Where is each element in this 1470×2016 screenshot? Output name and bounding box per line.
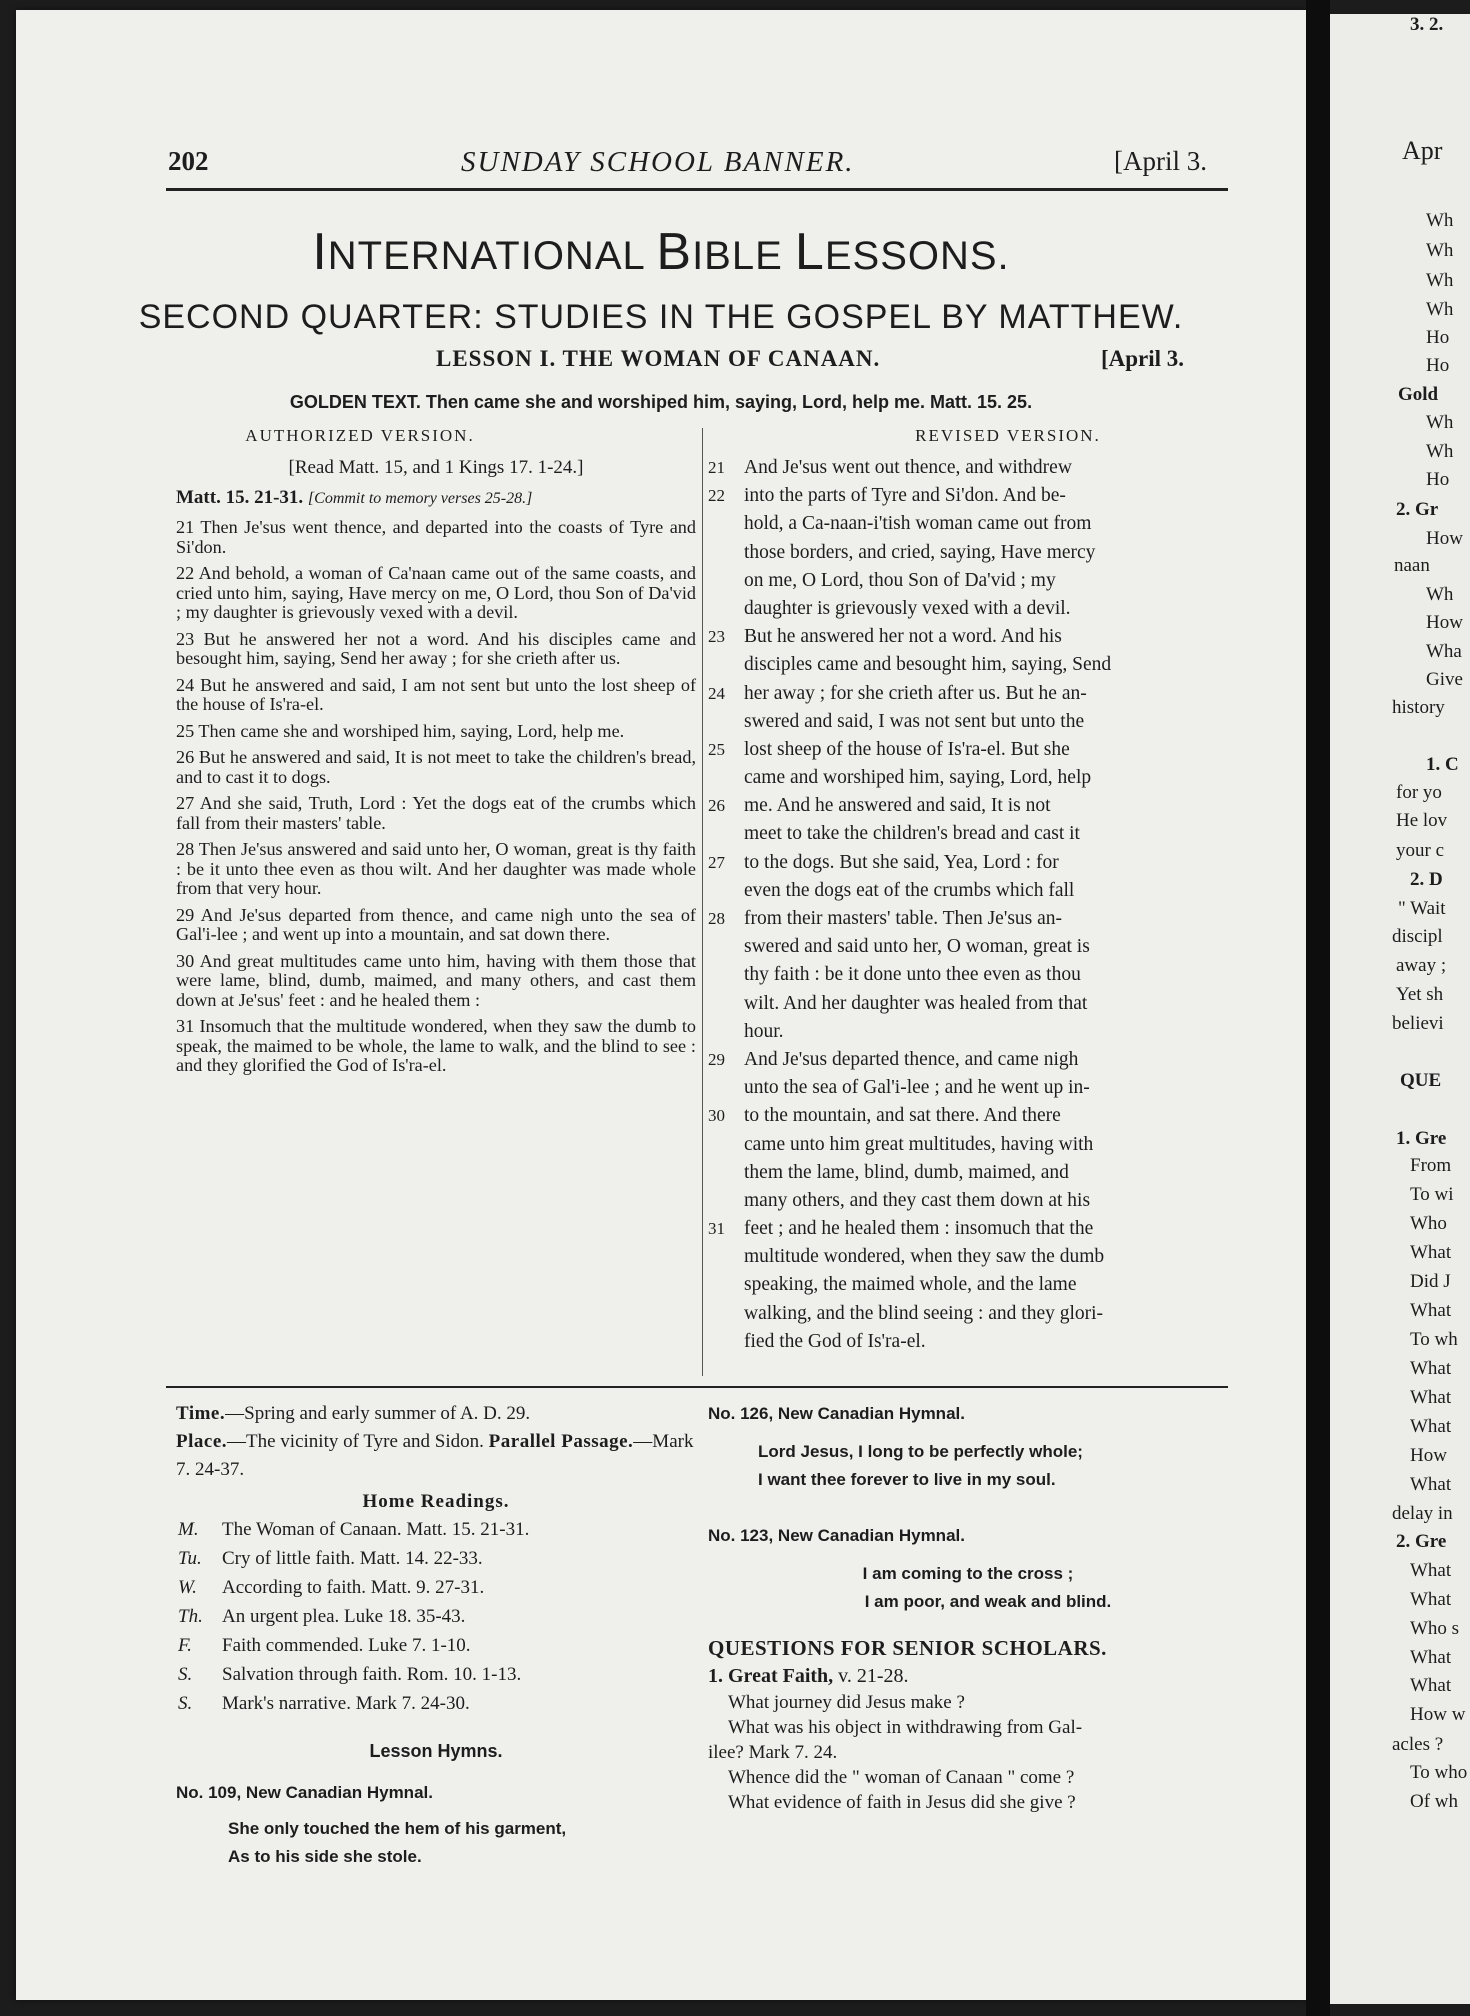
reading-text: Cry of little faith. Matt. 14. 22-33.	[222, 1548, 483, 1569]
reading-item	[176, 1661, 696, 1690]
verse: 31 Insomuch that the multitude wondered, when they saw the dumb to speak, the maimed to be whole, the lame to walk, and the blind to see : and they glorified the God of Is'ra-el.	[176, 1016, 696, 1075]
revised-line-text: disciples came and besought him, saying, Send	[744, 654, 1112, 676]
facing-page-line: How	[1426, 612, 1463, 633]
column-divider	[702, 428, 703, 1376]
revised-line-text: them the lame, blind, dumb, maimed, and	[744, 1161, 1069, 1183]
reading-item	[176, 1516, 696, 1545]
hymn-line: I am coming to the cross ;	[862, 1564, 1074, 1583]
verse-number: 29	[708, 1049, 725, 1069]
reading-text: Salvation through faith. Rom. 10. 1-13.	[222, 1664, 522, 1685]
revised-line	[708, 651, 1228, 679]
revised-line	[708, 567, 1228, 595]
facing-page-line: 1. C	[1426, 754, 1459, 775]
revised-line-text: hold, a Ca-naan-i'tish woman came out from	[744, 513, 1092, 535]
revised-line	[708, 990, 1228, 1018]
golden-text: GOLDEN TEXT. Then came she and worshiped him, saying, Lord, help me. Matt. 15. 25.	[289, 392, 1033, 412]
header-rule	[166, 188, 1228, 191]
revised-line-text: And Je'sus departed thence, and came nigh	[744, 1048, 1079, 1070]
revised-line-text: walking, and the blind seeing : and they glori-	[744, 1302, 1104, 1324]
revised-line	[708, 454, 1228, 482]
facing-page-line: Ho	[1426, 469, 1450, 490]
lesson-date: [April 3.	[1101, 346, 1185, 371]
facing-page-line: Ho	[1426, 327, 1450, 348]
facing-page-line: away ;	[1396, 955, 1447, 976]
revised-line-text: into the parts of Tyre and Si'don. And be-	[744, 485, 1066, 507]
running-title: SUNDAY SCHOOL BANNER.	[461, 146, 855, 178]
reading-day: Th.	[178, 1606, 203, 1627]
subtitle: SECOND QUARTER: STUDIES IN THE GOSPEL BY MATTHEW.	[138, 298, 1184, 336]
facing-page-line: To wi	[1410, 1184, 1454, 1205]
revised-line	[708, 764, 1228, 792]
facing-page-line: To who	[1410, 1762, 1468, 1783]
running-date: [April 3.	[1114, 146, 1207, 176]
reading-text: An urgent plea. Luke 18. 35-43.	[222, 1606, 466, 1627]
reading-text: Mark's narrative. Mark 7. 24-30.	[222, 1693, 470, 1714]
facing-page-fragment	[1330, 14, 1470, 2004]
revised-line-text: And Je'sus went out thence, and withdrew	[744, 457, 1072, 478]
verse: 22 And behold, a woman of Ca'naan came out of the same coasts, and cried unto him, saying, Have mercy on me, O Lord, thou Son of Da'vid ; my daughter is grievously vexed with a devil.	[176, 563, 696, 622]
facing-page-line: What	[1410, 1647, 1452, 1668]
revised-line	[708, 905, 1228, 933]
question: What was his object in withdrawing from Gal-	[728, 1717, 1083, 1738]
hymn-number: No. 123, New Canadian Hymnal.	[708, 1526, 965, 1545]
facing-page-line: What	[1410, 1358, 1452, 1379]
revised-line-text: came and worshiped him, saying, Lord, help	[744, 767, 1092, 789]
revised-line	[708, 623, 1228, 651]
facing-page-line: What	[1410, 1560, 1452, 1581]
facing-page-line: 1. Gre	[1396, 1128, 1447, 1149]
verse: 24 But he answered and said, I am not sent but unto the lost sheep of the house of Is'ra-el.	[176, 674, 696, 714]
revised-line-text: to the mountain, and sat there. And there	[744, 1105, 1061, 1127]
facing-page-header: Apr	[1402, 136, 1443, 165]
facing-page-line: Of wh	[1410, 1791, 1459, 1812]
revised-line-text: But he answered her not a word. And his	[744, 626, 1062, 648]
reading-day: W.	[178, 1577, 197, 1598]
revised-line	[708, 933, 1228, 961]
revised-line-text: me. And he answered and said, It is not	[744, 795, 1051, 817]
question: Whence did the " woman of Canaan " come ?	[728, 1767, 1075, 1788]
hymn-line: I want thee forever to live in my soul.	[758, 1470, 1056, 1489]
page-gutter	[1306, 0, 1330, 2016]
revised-line-text: speaking, the maimed whole, and the lame	[744, 1274, 1077, 1296]
facing-page-line: What	[1410, 1416, 1452, 1437]
revised-line-text: came unto him great multitudes, having with	[744, 1133, 1094, 1155]
verse: 23 But he answered her not a word. And his disciples came and besought him, saying, Send her away ; for she crieth after us.	[176, 628, 696, 668]
revised-line	[708, 1328, 1228, 1356]
revised-line	[708, 792, 1228, 820]
revised-line-text: many others, and they cast them down at his	[744, 1189, 1091, 1211]
question: What journey did Jesus make ?	[728, 1692, 965, 1713]
revised-line	[708, 680, 1228, 708]
facing-page-line: To wh	[1410, 1329, 1458, 1350]
page	[16, 10, 1306, 2000]
authorized-version-heading: AUTHORIZED VERSION.	[245, 426, 475, 445]
facing-page-line: Wh	[1426, 240, 1454, 261]
revised-line-text: unto the sea of Gal'i-lee ; and he went up in-	[744, 1077, 1090, 1099]
revised-line	[708, 539, 1228, 567]
question: What evidence of faith in Jesus did she give ?	[728, 1792, 1076, 1813]
revised-line	[708, 708, 1228, 736]
revised-line	[708, 1271, 1228, 1299]
verse-number: 25	[708, 739, 725, 759]
facing-page-line: Ho	[1426, 355, 1450, 376]
reading-item	[176, 1690, 696, 1719]
home-readings-list	[176, 1516, 696, 1719]
verse: 26 But he answered and said, It is not meet to take the children's bread, and to cast it to dogs.	[176, 747, 696, 787]
reading-day: M.	[178, 1519, 199, 1540]
revised-line	[708, 1074, 1228, 1102]
revised-line-text: multitude wondered, when they saw the dumb	[744, 1246, 1105, 1268]
verse: 28 Then Je'sus answered and said unto her, O woman, great is thy faith : be it unto thee even as thou wilt. And her daughter was made whole from that very hour.	[176, 839, 696, 898]
facing-page-line: How w	[1410, 1704, 1466, 1725]
facing-page-line: delay in	[1392, 1503, 1453, 1524]
facing-page-line: From	[1410, 1155, 1452, 1176]
facing-page-line: He lov	[1396, 810, 1448, 831]
facing-page-line: acles ?	[1392, 1734, 1444, 1755]
reading-text: Faith commended. Luke 7. 1-10.	[222, 1635, 471, 1656]
reading-item	[176, 1632, 696, 1661]
revised-version	[708, 454, 1228, 1356]
verse: 30 And great multitudes came unto him, having with them those that were lame, blind, dumb, maimed, and many others, and cast them down at Je'sus' feet : and he healed them :	[176, 950, 696, 1010]
revised-line-text: hour.	[744, 1020, 784, 1042]
facing-page-line: Wh	[1426, 299, 1454, 320]
revised-line	[708, 1102, 1228, 1130]
section-rule	[166, 1386, 1228, 1388]
facing-page-line: What	[1410, 1300, 1452, 1321]
revised-line	[708, 1159, 1228, 1187]
revised-line	[708, 877, 1228, 905]
revised-line	[708, 595, 1228, 623]
hymn-line: I am poor, and weak and blind.	[864, 1592, 1112, 1611]
revised-line-text: fied the God of Is'ra-el.	[744, 1330, 926, 1352]
revised-line	[708, 736, 1228, 764]
revised-line	[708, 1300, 1228, 1328]
verse-number: 22	[708, 486, 725, 506]
facing-page-line: What	[1410, 1675, 1452, 1696]
reading-item	[176, 1545, 696, 1574]
hymns-and-questions	[708, 1400, 1228, 1815]
verse: 29 And Je'sus departed from thence, and came nigh unto the sea of Gal'i-lee ; and went up into a mountain, and sat down there.	[176, 904, 696, 944]
time-note: Time.—Spring and early summer of A. D. 29.	[176, 1403, 531, 1424]
read-note: [Read Matt. 15, and 1 Kings 17. 1-24.]	[288, 457, 584, 478]
verse: 25 Then came she and worshiped him, saying, Lord, help me.	[176, 720, 625, 741]
verse-number: 28	[708, 909, 725, 928]
hymn-line: She only touched the hem of his garment,	[228, 1819, 567, 1838]
facing-page-line: 2. D	[1410, 869, 1443, 890]
revised-line-text: swered and said unto her, O woman, great is	[744, 936, 1090, 958]
facing-page-line: Wh	[1426, 210, 1454, 231]
facing-page-line: Wh	[1426, 584, 1454, 605]
home-readings-heading: Home Readings.	[362, 1491, 510, 1512]
reading-day: S.	[178, 1664, 193, 1685]
hymn-line: As to his side she stole.	[228, 1847, 422, 1866]
facing-page-line: Who	[1410, 1213, 1447, 1234]
facing-page-line: Did J	[1410, 1271, 1451, 1292]
question-section: 1. Great Faith, v. 21-28.	[708, 1665, 909, 1687]
revised-line-text: swered and said, I was not sent but unto the	[744, 710, 1085, 732]
revised-version-heading: REVISED VERSION.	[915, 426, 1101, 445]
lesson-title: LESSON I. THE WOMAN OF CANAAN.	[436, 346, 881, 371]
hymn-number: No. 126, New Canadian Hymnal.	[708, 1404, 965, 1423]
facing-page-line: Yet sh	[1396, 984, 1444, 1005]
reading-day: Tu.	[178, 1548, 202, 1569]
revised-line-text: to the dogs. But she said, Yea, Lord : for	[744, 851, 1059, 873]
facing-page-line: believi	[1392, 1013, 1444, 1034]
facing-page-line: Gold	[1398, 384, 1439, 405]
revised-line-text: meet to take the children's bread and cast it	[744, 823, 1080, 845]
verse-number: 31	[708, 1219, 725, 1239]
lesson-notes	[176, 1400, 696, 1871]
revised-line-text: lost sheep of the house of Is'ra-el. But she	[744, 738, 1070, 760]
facing-page-line: history	[1392, 697, 1445, 718]
senior-questions-heading: QUESTIONS FOR SENIOR SCHOLARS.	[708, 1636, 1107, 1660]
reading-day: F.	[178, 1635, 192, 1656]
revised-line	[708, 1243, 1228, 1271]
facing-page-line: Give	[1426, 669, 1463, 690]
hymn-number: No. 109, New Canadian Hymnal.	[176, 1783, 433, 1802]
place-note: Place.—The vicinity of Tyre and Sidon. Parallel Passage.—Mark 7. 24-37.	[176, 1431, 694, 1480]
facing-page-line: Wha	[1426, 641, 1462, 662]
facing-page-line: Wh	[1426, 441, 1454, 462]
facing-page-line: QUE	[1400, 1070, 1442, 1091]
verse-number: 27	[708, 852, 725, 872]
revised-line	[708, 820, 1228, 848]
revised-line-text: her away ; for she crieth after us. But he an-	[744, 682, 1087, 704]
revised-line-text: thy faith : be it done unto thee even as thou	[744, 964, 1081, 986]
facing-page-line: How	[1426, 528, 1463, 549]
revised-line	[708, 482, 1228, 510]
verse-number: 30	[708, 1106, 725, 1126]
facing-page-line: What	[1410, 1242, 1452, 1263]
facing-page-line: Wh	[1426, 270, 1454, 291]
facing-page-line: for yo	[1396, 782, 1442, 803]
revised-line	[708, 1215, 1228, 1243]
reading-item	[176, 1574, 696, 1603]
facing-page-line: Wh	[1426, 412, 1454, 433]
verse: 27 And she said, Truth, Lord : Yet the dogs eat of the crumbs which fall from their masters' table.	[176, 793, 696, 833]
revised-line	[708, 1046, 1228, 1074]
main-title: INTERNATIONAL BIBLE LESSONS.	[312, 223, 1010, 281]
facing-page-line: How	[1410, 1445, 1447, 1466]
revised-line	[708, 961, 1228, 989]
facing-page-line: your c	[1396, 840, 1445, 861]
scripture-reference: Matt. 15. 21-31. [Commit to memory verses 25-28.]	[176, 486, 533, 508]
facing-page-line: " Wait	[1398, 898, 1446, 919]
revised-line	[708, 849, 1228, 877]
reading-text: According to faith. Matt. 9. 27-31.	[222, 1577, 485, 1598]
question: ilee? Mark 7. 24.	[708, 1742, 838, 1763]
revised-line	[708, 1131, 1228, 1159]
facing-page-line: Who s	[1410, 1618, 1460, 1639]
revised-line-text: wilt. And her daughter was healed from that	[744, 992, 1088, 1014]
hymn-line: Lord Jesus, I long to be perfectly whole;	[758, 1442, 1083, 1461]
verse-number: 24	[708, 683, 725, 703]
revised-line-text: on me, O Lord, thou Son of Da'vid ; my	[744, 569, 1056, 591]
facing-page-line: discipl	[1392, 926, 1443, 947]
verse: 21 Then Je'sus went thence, and departed into the coasts of Tyre and Si'don.	[176, 517, 696, 557]
reading-item	[176, 1603, 696, 1632]
facing-page-line: What	[1410, 1474, 1452, 1495]
facing-page-line: naan	[1394, 555, 1430, 576]
facing-page-line: 2. Gre	[1396, 1531, 1447, 1552]
facing-page-line: 2. Gr	[1396, 499, 1439, 520]
revised-line	[708, 510, 1228, 538]
revised-line-text: daughter is grievously vexed with a devil.	[744, 597, 1071, 619]
page-number: 202	[168, 146, 209, 176]
facing-page-line: What	[1410, 1387, 1452, 1408]
facing-page-line: What	[1410, 1589, 1452, 1610]
authorized-version	[176, 458, 696, 1083]
lesson-hymns-heading: Lesson Hymns.	[369, 1741, 503, 1761]
verse-number: 21	[708, 458, 725, 477]
revised-line	[708, 1018, 1228, 1046]
verse-number: 23	[708, 627, 725, 647]
facing-page-line: 3. 2.	[1410, 14, 1444, 35]
verse-number: 26	[708, 796, 725, 816]
revised-line-text: those borders, and cried, saying, Have mercy	[744, 541, 1096, 563]
revised-line-text: even the dogs eat of the crumbs which fall	[744, 879, 1075, 901]
revised-line-text: feet ; and he healed them : insomuch that the	[744, 1218, 1094, 1240]
reading-day: S.	[178, 1693, 193, 1714]
reading-text: The Woman of Canaan. Matt. 15. 21-31.	[222, 1519, 530, 1540]
revised-line-text: from their masters' table. Then Je'sus an-	[744, 908, 1063, 929]
revised-line	[708, 1187, 1228, 1215]
